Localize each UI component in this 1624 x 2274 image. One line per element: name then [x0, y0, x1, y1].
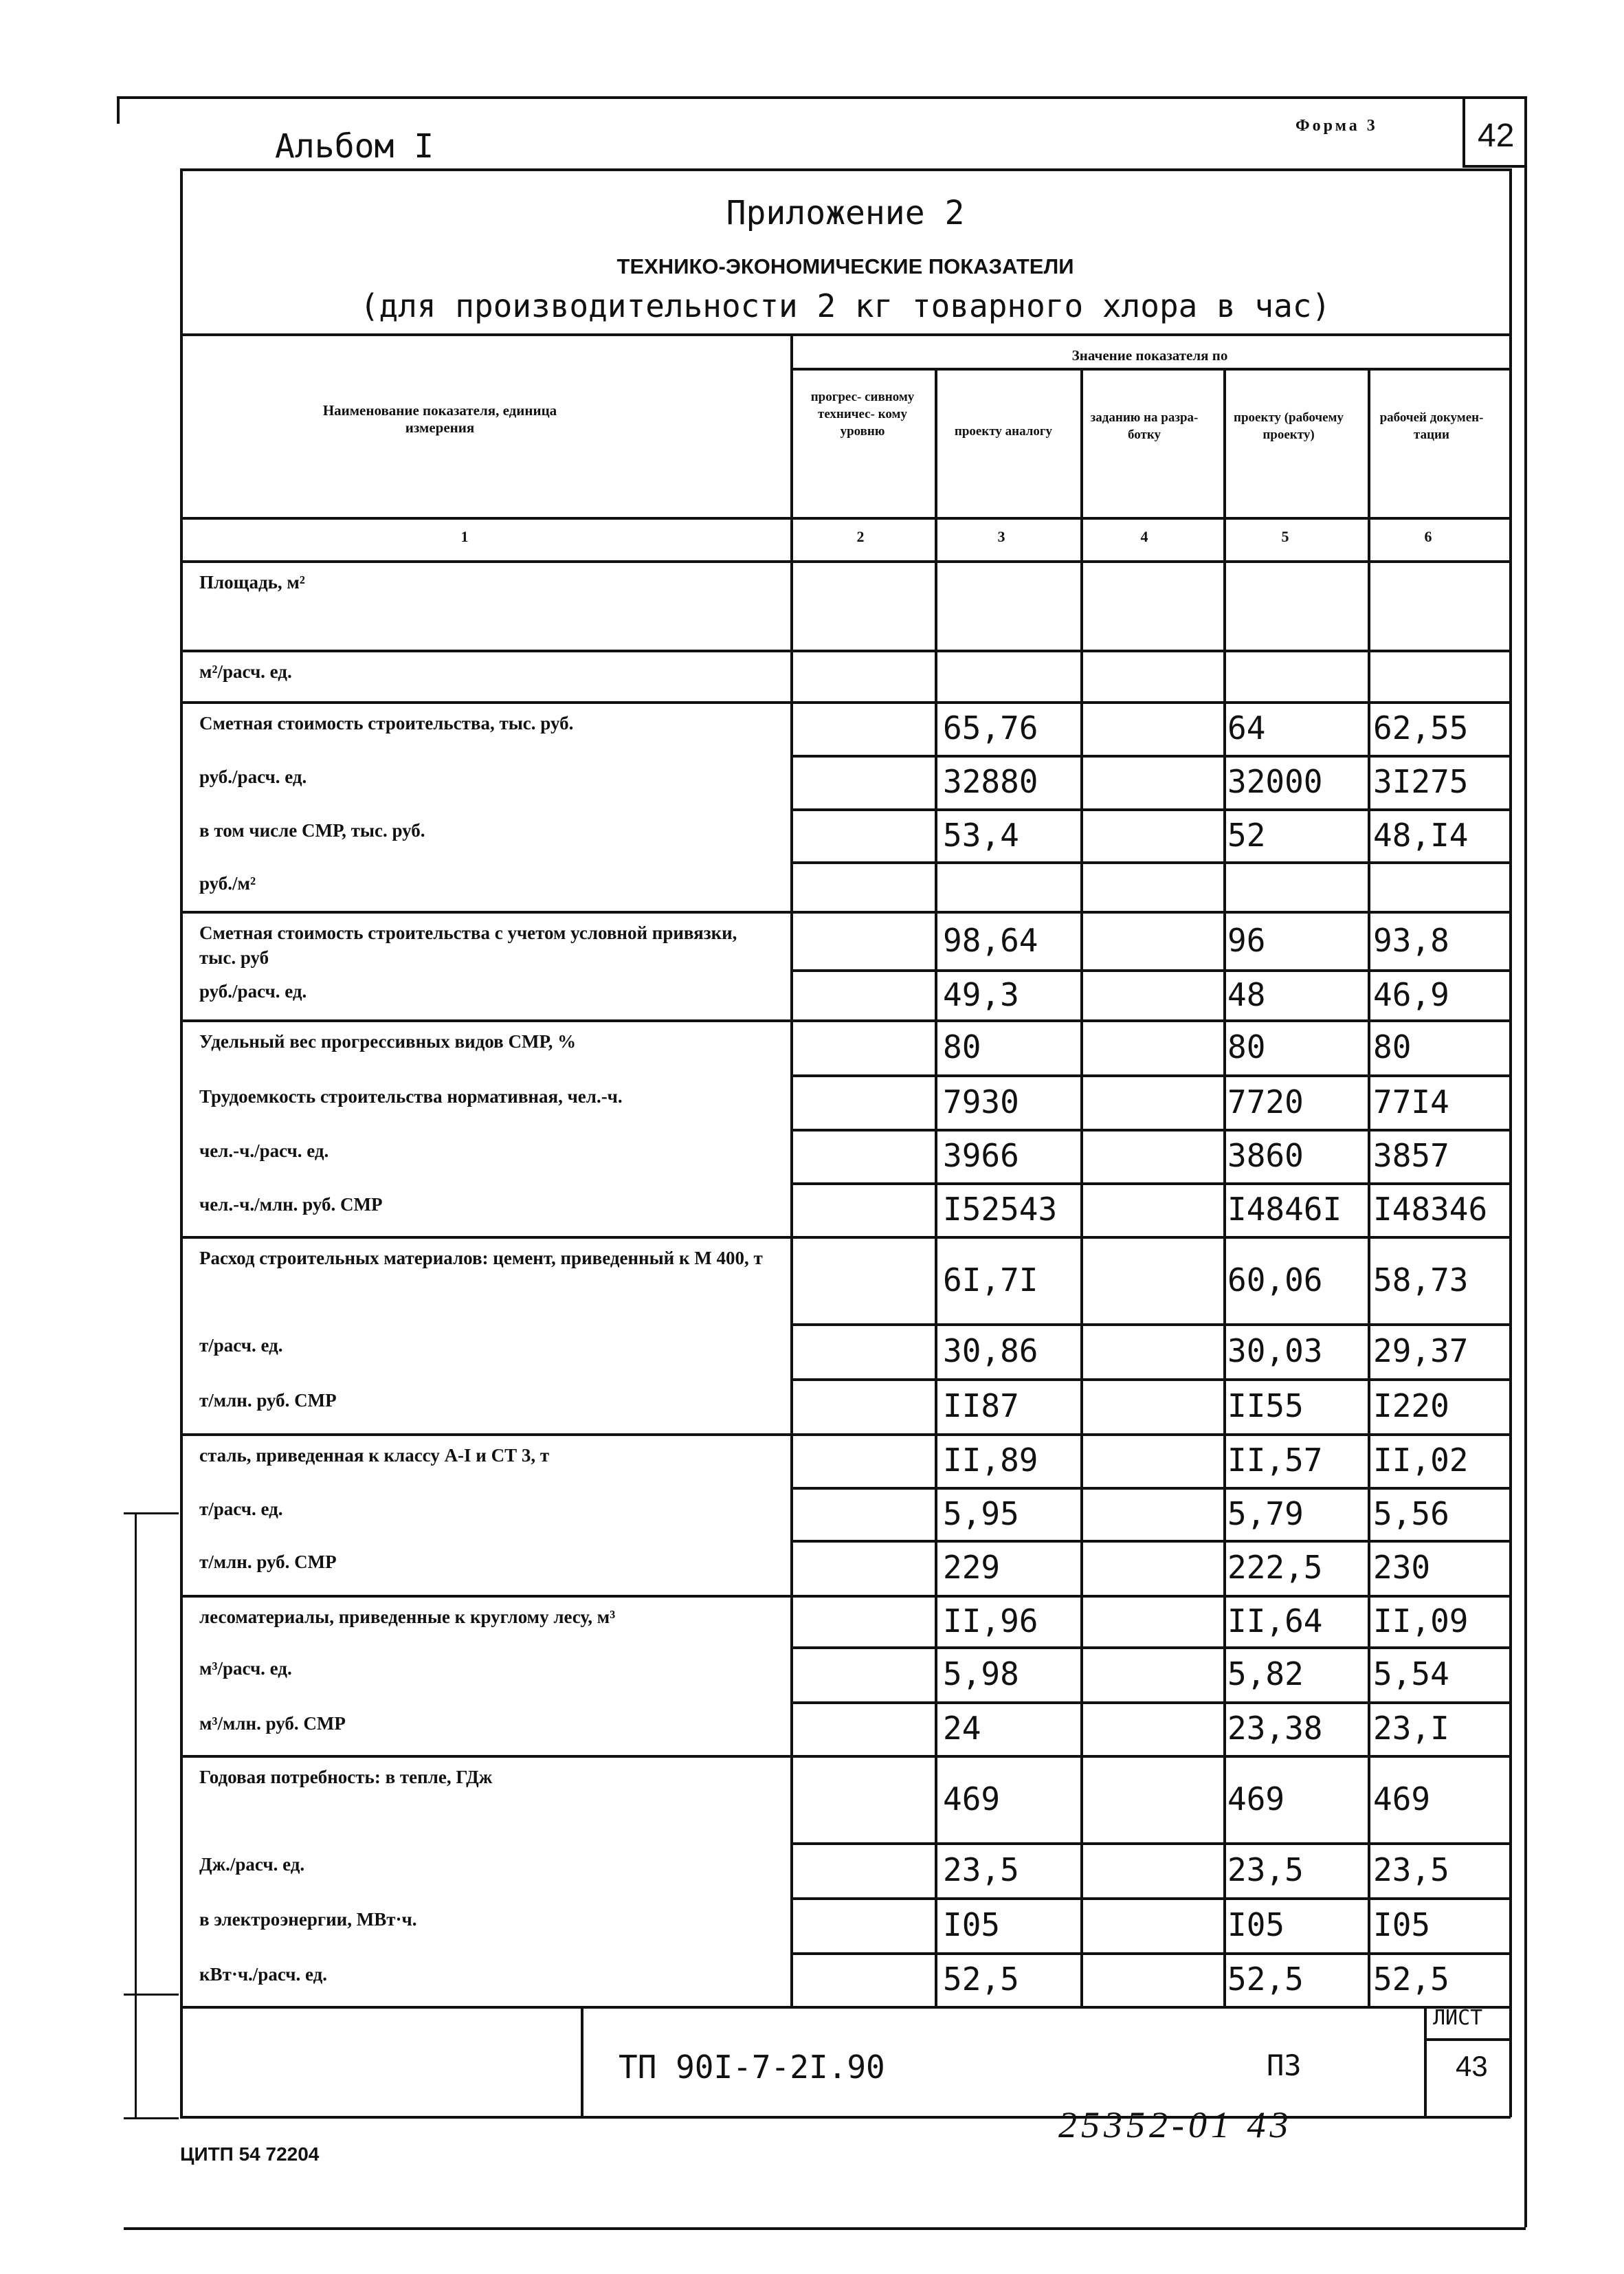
row-label: Годовая потребность: в тепле, ГДж [199, 1767, 493, 1787]
row-value-v3: 49,3 [943, 975, 1019, 1013]
row-value-v6: 3857 [1373, 1137, 1449, 1174]
row-label: Сметная стоимость строительства, тыс. руб. [199, 713, 574, 733]
row-line [180, 1433, 1511, 1436]
row-line [180, 1755, 1511, 1758]
stamp-doc-code: ТП 90I-7-2I.90 [619, 2049, 885, 2086]
row-value-v3: 5,95 [943, 1494, 1019, 1532]
row-value-v5: 23,38 [1227, 1710, 1323, 1747]
frame-bottom-line [124, 2227, 1526, 2230]
row-label: т/млн. руб. СМР [199, 1390, 337, 1411]
row-label: руб./расч. ед. [199, 981, 307, 1002]
value-group-divider [790, 368, 1511, 371]
stamp-divider-2 [1424, 2006, 1427, 2117]
row-value-v6: 58,73 [1373, 1261, 1469, 1299]
row-value-v3: 23,5 [943, 1851, 1019, 1888]
row-value-v6: 5,56 [1373, 1494, 1449, 1532]
stamp-top-line [180, 2006, 1511, 2009]
row-value-v3: 98,64 [943, 921, 1038, 959]
stamp-sheet-divider [1424, 2038, 1511, 2041]
inner-frame-bottom [180, 2116, 1511, 2119]
document-heading: ТЕХНИКО-ЭКОНОМИЧЕСКИЕ ПОКАЗАТЕЛИ [616, 254, 1074, 278]
row-value-v6: 93,8 [1373, 921, 1449, 959]
row-line [180, 1019, 1511, 1022]
row-value-v5: 60,06 [1227, 1261, 1323, 1299]
row-value-v6: 3I275 [1373, 763, 1469, 800]
row-value-v5: II,57 [1227, 1442, 1323, 1479]
row-line [790, 1487, 1511, 1490]
col4-header: заданию на разра- ботку [1090, 410, 1199, 442]
row-value-v5: 52 [1227, 816, 1266, 854]
row-value-v5: 7720 [1227, 1083, 1304, 1121]
row-label: Сметная стоимость строительства с учетом условной привязки, тыс. руб [199, 923, 737, 968]
row-label: кВт·ч./расч. ед. [199, 1964, 328, 1985]
row-value-v6: 5,54 [1373, 1655, 1449, 1692]
row-label: Дж./расч. ед. [199, 1854, 305, 1875]
row-value-v6: I220 [1373, 1387, 1449, 1424]
row-label: чел.-ч./млн. руб. СМР [199, 1194, 383, 1215]
row-value-v3: II87 [943, 1387, 1019, 1424]
row-value-v6: 469 [1373, 1780, 1431, 1818]
row-line [180, 701, 1511, 704]
row-value-v5: 80 [1227, 1028, 1266, 1066]
row-value-v5: II55 [1227, 1387, 1304, 1424]
row-line [790, 1323, 1511, 1326]
row-value-v3: 469 [943, 1780, 1001, 1818]
margin-mark-h3 [124, 2117, 179, 2119]
margin-mark-h1 [124, 1512, 179, 1514]
row-label: в электроэнергии, МВт·ч. [199, 1909, 417, 1930]
row-value-v5: 23,5 [1227, 1851, 1304, 1888]
row-value-v5: 48 [1227, 975, 1266, 1013]
row-label: Расход строительных материалов: цемент, приведенный к М 400, т [199, 1248, 763, 1268]
stamp-divider-1 [581, 2006, 583, 2117]
row-value-v3: 32880 [943, 763, 1038, 800]
row-value-v6: II,09 [1373, 1602, 1469, 1640]
row-label: руб./м² [199, 873, 256, 894]
row-value-v6: I05 [1373, 1906, 1431, 1943]
row-value-v3: 6I,7I [943, 1261, 1038, 1299]
row-label: т/расч. ед. [199, 1499, 283, 1519]
row-value-v3: 30,86 [943, 1332, 1038, 1369]
row-value-v3: 24 [943, 1710, 981, 1747]
row-value-v6: 48,I4 [1373, 816, 1469, 854]
row-line [790, 1842, 1511, 1845]
row-value-v5: 52,5 [1227, 1961, 1304, 1998]
row-line [790, 1646, 1511, 1649]
row-value-v3: II,89 [943, 1442, 1038, 1479]
row-label: м³/млн. руб. СМР [199, 1713, 346, 1734]
inner-frame-right [1509, 168, 1512, 2117]
row-label: т/расч. ед. [199, 1335, 283, 1356]
col-number-5: 5 [1281, 528, 1289, 545]
row-value-v3: 52,5 [943, 1961, 1019, 1998]
col-number-6: 6 [1424, 528, 1432, 545]
form-label: Форма 3 [1295, 117, 1378, 135]
row-label: т/млн. руб. СМР [199, 1552, 337, 1572]
row-value-v3: 3966 [943, 1137, 1019, 1174]
row-value-v6: 23,I [1373, 1710, 1449, 1747]
col-number-3: 3 [997, 528, 1005, 545]
row-value-v5: 30,03 [1227, 1332, 1323, 1369]
page-number: 42 [1478, 118, 1515, 154]
row-value-v3: I52543 [943, 1191, 1058, 1228]
row-label: Площадь, м² [199, 572, 305, 593]
row-line [180, 911, 1511, 914]
col6-header: рабочей докумен- тации [1379, 410, 1484, 442]
stamp-sheet-number: 43 [1456, 2050, 1488, 2082]
row-value-v5: 222,5 [1227, 1549, 1323, 1586]
row-value-v6: 23,5 [1373, 1851, 1449, 1888]
row-value-v3: 7930 [943, 1083, 1019, 1121]
album-label: Альбом I [275, 127, 434, 166]
row-line [790, 969, 1511, 972]
row-label: лесоматериалы, приведенные к круглому лесу, м³ [199, 1607, 616, 1627]
row-value-v3: 53,4 [943, 816, 1019, 854]
row-value-v3: 5,98 [943, 1655, 1019, 1692]
row-value-v5: 32000 [1227, 763, 1323, 800]
row-value-v5: 5,82 [1227, 1655, 1304, 1692]
row-value-v3: 65,76 [943, 709, 1038, 747]
row-line [790, 1952, 1511, 1955]
column-number-line [180, 560, 1511, 563]
row-label: Трудоемкость строительства нормативная, чел.-ч. [199, 1086, 623, 1107]
row-label: м³/расч. ед. [199, 1658, 292, 1679]
row-value-v5: 96 [1227, 921, 1266, 959]
row-label: чел.-ч./расч. ед. [199, 1140, 329, 1161]
row-value-v3: II,96 [943, 1602, 1038, 1640]
value-group-header: Значение показателя по [1071, 347, 1228, 364]
row-value-v5: 469 [1227, 1780, 1285, 1818]
frame-left-line [117, 96, 120, 124]
row-line [790, 808, 1511, 811]
row-line [180, 1236, 1511, 1239]
row-line [790, 1129, 1511, 1132]
row-line [790, 755, 1511, 758]
col2-header: прогрес- сивному техничес- кому уровню [810, 390, 915, 439]
table-top-line [180, 333, 1511, 336]
stamp-section: ПЗ [1267, 2049, 1302, 2082]
row-value-v6: 230 [1373, 1549, 1431, 1586]
row-line [790, 1701, 1511, 1704]
printer-code: ЦИТП 54 72204 [180, 2143, 320, 2165]
frame-right-line [1524, 96, 1527, 2227]
row-value-v5: 5,79 [1227, 1494, 1304, 1532]
margin-mark [135, 1512, 137, 2117]
frame-top-line [117, 96, 1526, 99]
col-number-4: 4 [1140, 528, 1148, 545]
row-line [790, 1182, 1511, 1185]
row-value-v5: I05 [1227, 1906, 1285, 1943]
row-value-v6: 80 [1373, 1028, 1412, 1066]
inner-frame-top [180, 168, 1511, 171]
col-number-1: 1 [460, 528, 469, 545]
row-value-v3: I05 [943, 1906, 1001, 1943]
row-label: в том числе СМР, тыс. руб. [199, 820, 425, 841]
row-line [790, 1378, 1511, 1381]
row-value-v5: II,64 [1227, 1602, 1323, 1640]
margin-mark-h2 [124, 1994, 179, 1996]
row-line [790, 1897, 1511, 1900]
row-value-v6: 62,55 [1373, 709, 1469, 747]
row-label: м²/расч. ед. [199, 661, 292, 682]
document-subheading: (для производительности 2 кг товарного хлора в час) [359, 287, 1331, 324]
row-value-v6: I48346 [1373, 1191, 1488, 1228]
col-divider-4 [1223, 368, 1226, 2006]
row-value-v5: 3860 [1227, 1137, 1304, 1174]
row-value-v5: I4846I [1227, 1191, 1342, 1228]
col-number-2: 2 [856, 528, 865, 545]
row-value-v6: 77I4 [1373, 1083, 1449, 1121]
header-bottom-line [180, 517, 1511, 520]
page-number-box-bottom [1462, 165, 1526, 168]
col5-header: проекту (рабочему проекту) [1234, 410, 1344, 442]
row-value-v5: 64 [1227, 709, 1266, 747]
col-divider-5 [1368, 368, 1370, 2006]
row-label: руб./расч. ед. [199, 766, 307, 787]
row-value-v6: 29,37 [1373, 1332, 1469, 1369]
appendix-title: Приложение 2 [726, 194, 965, 232]
row-line [790, 1540, 1511, 1543]
inner-frame-left [180, 168, 183, 2117]
stamp-sheet-label: ЛИСТ [1433, 2006, 1483, 2030]
row-line [790, 1074, 1511, 1077]
row-label: сталь, приведенная к классу А-I и СТ 3, т [199, 1445, 550, 1466]
row-value-v3: 229 [943, 1549, 1001, 1586]
row-label: Удельный вес прогрессивных видов СМР, % [199, 1031, 577, 1052]
col1-header: Наименование показателя, единица измерения [322, 402, 557, 436]
col3-header: проекту аналогу [954, 424, 1053, 439]
row-line [180, 650, 1511, 652]
handwritten-number: 25352-01 43 [1058, 2104, 1293, 2145]
col-divider-2 [935, 368, 937, 2006]
row-value-v3: 80 [943, 1028, 981, 1066]
row-value-v6: 46,9 [1373, 975, 1449, 1013]
page-number-box-left [1462, 96, 1465, 165]
row-line [180, 1595, 1511, 1598]
row-line [790, 861, 1511, 864]
row-value-v6: II,02 [1373, 1442, 1469, 1479]
col-divider-3 [1080, 368, 1083, 2006]
row-value-v6: 52,5 [1373, 1961, 1449, 1998]
